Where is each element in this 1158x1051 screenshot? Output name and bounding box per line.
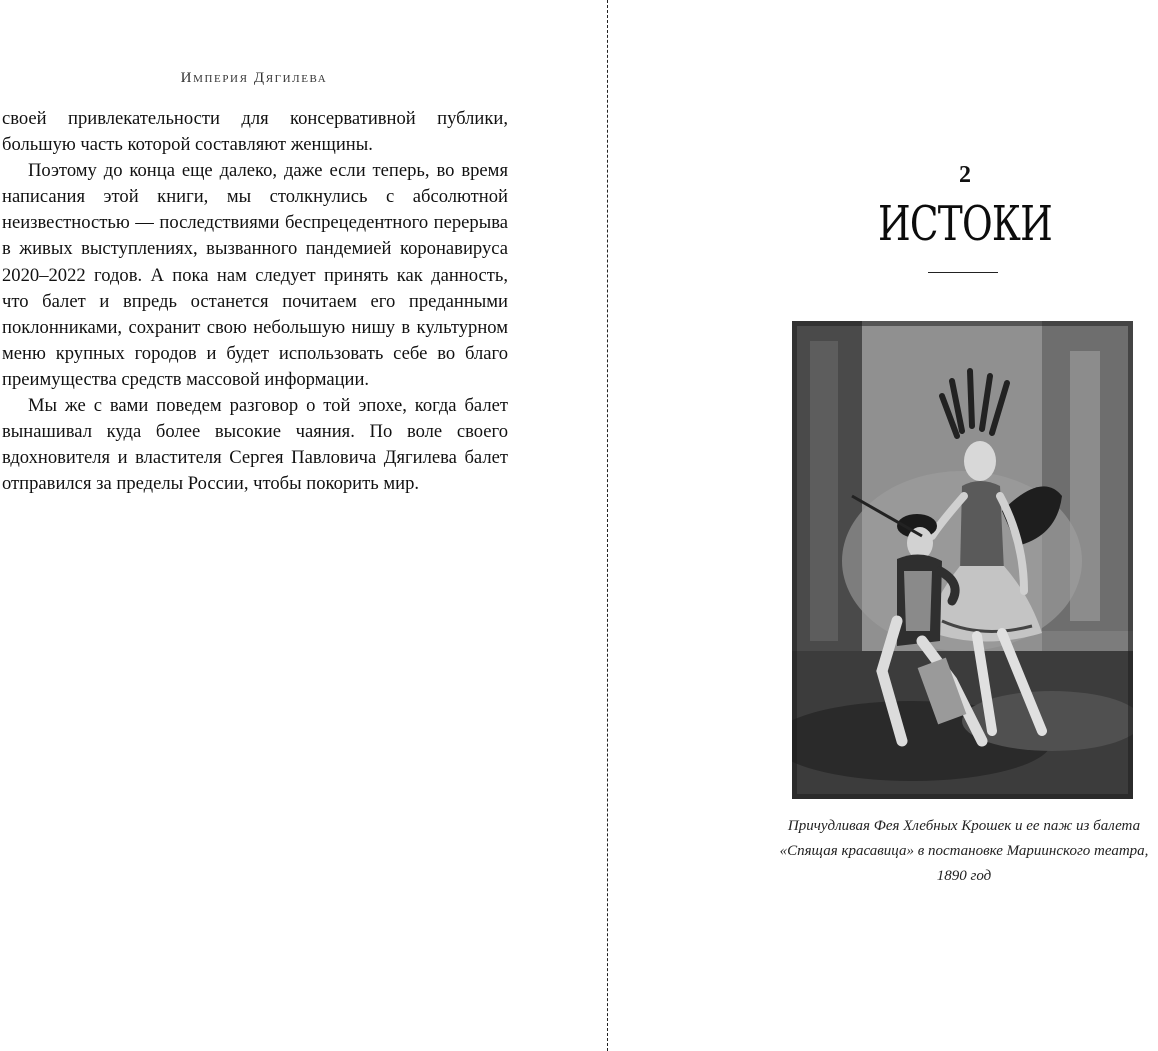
paragraph: Мы же с вами поведем разговор о той эпохе, когда балет вынашивал куда более высокие чаяния. По воле своего вдохновителя и властителя Сергея Павловича Дягилева балет отправился за пределы России, чтобы покорить мир. (2, 395, 508, 495)
ballet-photo (792, 321, 1133, 799)
vintage-ballet-photo-icon (792, 321, 1133, 799)
caption-line: «Спящая красавица» в постановке Мариинского театра, (779, 843, 1149, 859)
chapter-number: 2 (959, 162, 971, 188)
caption-line: Причудливая Фея Хлебных Крошек и ее паж из балета (787, 818, 1141, 834)
caption-line: 1890 год (936, 868, 992, 884)
photo-caption (770, 814, 1158, 889)
body-text (2, 106, 508, 497)
title-rule (928, 272, 998, 273)
paragraph: своей привлекательности для консервативной публики, большую часть которой составляют женщины. (2, 108, 508, 156)
page-divider (607, 0, 608, 1051)
running-head: Империя Дягилева (180, 70, 328, 86)
paragraph: Поэтому до конца еще далеко, даже если теперь, во время написания этой книги, мы столкнулись с абсолютной неизвестностью — последствиями беспрецедентного перерыва в живых выступлениях, вызванного пандемией коронавируса 2020–2022 годов. А пока нам следует принять как данность, что балет и впредь останется почитаем его преданными поклонниками, сохранит свою небольшую нишу в культурном меню крупных городов и будет использовать себе во благо преимущества средств массовой информации. (2, 160, 508, 390)
chapter-title: ИСТОКИ (878, 196, 1052, 252)
